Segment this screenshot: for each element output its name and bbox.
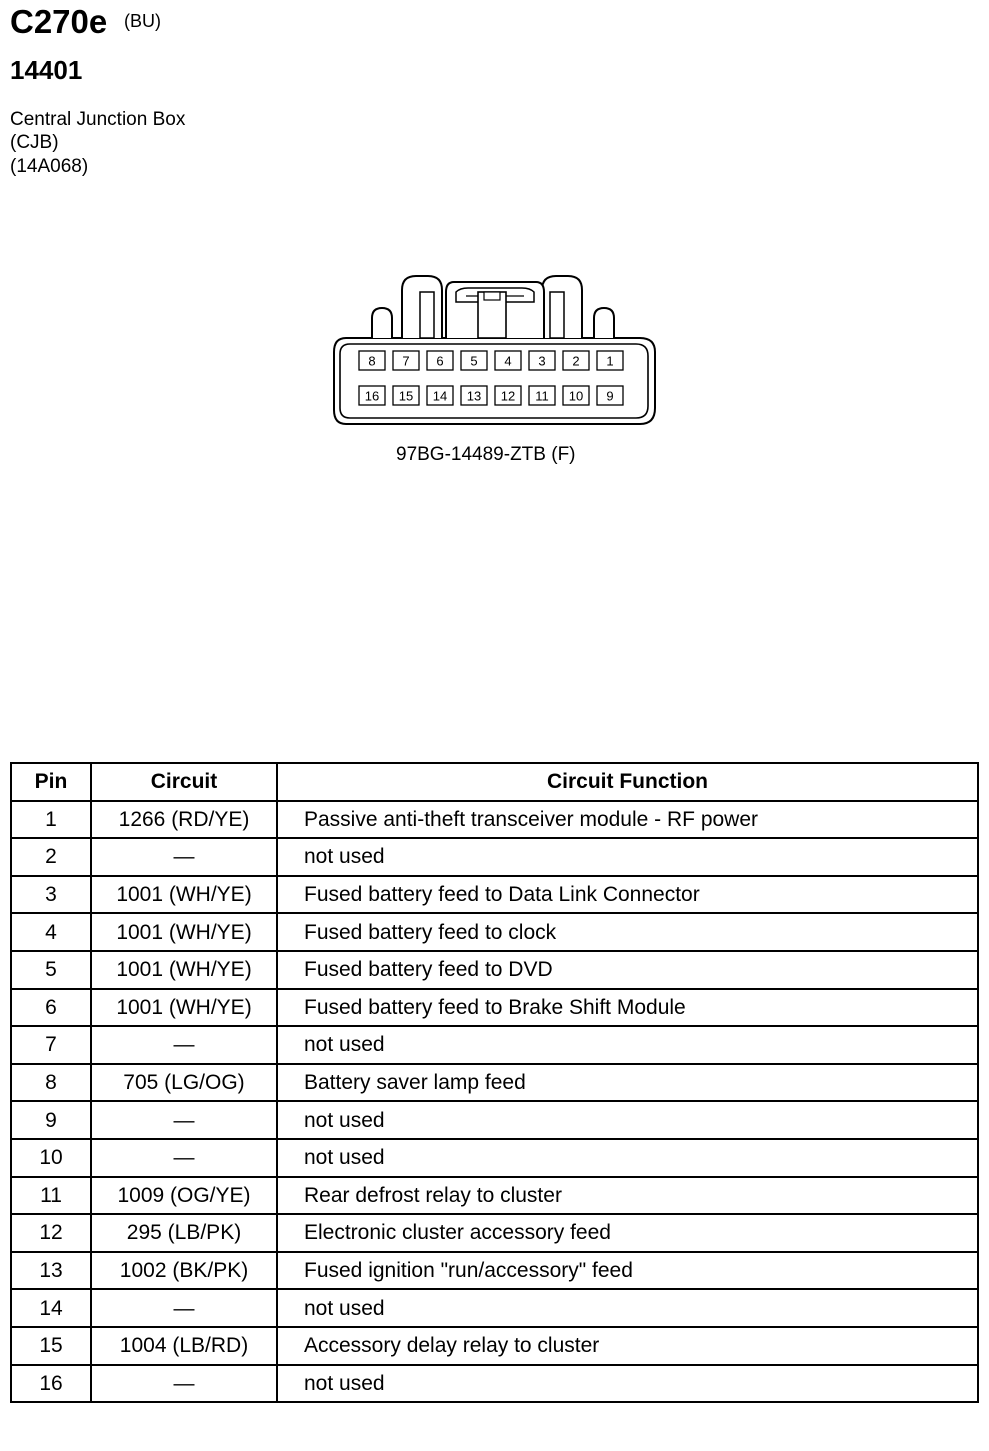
cell-pin: 12 [11,1214,91,1252]
table-row [11,1139,978,1177]
cell-circuit: 295 (LB/PK) [91,1214,277,1252]
cell-circuit: — [91,1026,277,1064]
latch-lock-cap [484,292,500,300]
post-left-slot [420,292,434,338]
pin-number-label: 1 [606,353,614,369]
cell-pin: 13 [11,1252,91,1290]
header-circuit: Circuit [91,763,277,801]
table-row [11,1177,978,1215]
cell-function: not used [277,1139,978,1177]
pin-number-label: 13 [466,388,482,404]
table-row [11,1289,978,1327]
cell-pin: 16 [11,1365,91,1403]
pin-number-label: 7 [402,353,410,369]
header-pin: Pin [11,763,91,801]
table-header-row [11,763,978,801]
cell-circuit: — [91,1289,277,1327]
cell-circuit: 1001 (WH/YE) [91,876,277,914]
cell-pin: 15 [11,1327,91,1365]
table-row [11,1327,978,1365]
description-line: (CJB) [10,132,59,153]
pin-number-label: 10 [568,388,584,404]
table-row [11,1252,978,1290]
cell-function: not used [277,1026,978,1064]
cell-function: Fused battery feed to DVD [277,951,978,989]
cell-function: not used [277,1365,978,1403]
cell-circuit: 705 (LG/OG) [91,1064,277,1102]
table-row [11,838,978,876]
cell-pin: 7 [11,1026,91,1064]
cell-circuit: 1001 (WH/YE) [91,951,277,989]
pin-number-label: 4 [504,353,512,369]
pin-number-label: 5 [470,353,478,369]
table-row [11,1365,978,1403]
description-line: Central Junction Box [10,109,186,130]
pinout-table [10,762,979,1403]
cell-pin: 6 [11,989,91,1027]
pin-number-label: 11 [535,388,549,404]
table-row [11,1214,978,1252]
pin-number-label: 15 [398,388,414,404]
connector-id: C270e [10,3,108,40]
pin-number-label: 2 [572,353,580,369]
pin-number-label: 14 [432,388,448,404]
table-row [11,913,978,951]
pin-number-label: 16 [364,388,380,404]
cell-function: Fused battery feed to clock [277,913,978,951]
table-row [11,951,978,989]
cell-circuit: — [91,838,277,876]
table-row [11,1101,978,1139]
table-row [11,1064,978,1102]
cell-pin: 2 [11,838,91,876]
pin-number-label: 8 [368,353,376,369]
table-row [11,801,978,839]
post-right-slot [550,292,564,338]
cell-function: not used [277,1101,978,1139]
cell-pin: 8 [11,1064,91,1102]
cell-circuit: — [91,1101,277,1139]
cell-pin: 3 [11,876,91,914]
connector-face-diagram [0,0,989,480]
description-line: (14A068) [10,156,89,177]
cell-function: Accessory delay relay to cluster [277,1327,978,1365]
cell-circuit: 1004 (LB/RD) [91,1327,277,1365]
cell-function: Battery saver lamp feed [277,1064,978,1102]
cell-pin: 10 [11,1139,91,1177]
cell-circuit: — [91,1365,277,1403]
cell-function: not used [277,838,978,876]
part-number: 14401 [10,55,83,85]
pin-number-label: 3 [538,353,546,369]
cell-function: Fused battery feed to Data Link Connector [277,876,978,914]
cell-circuit: 1009 (OG/YE) [91,1177,277,1215]
cell-circuit: 1001 (WH/YE) [91,989,277,1027]
cell-circuit: 1002 (BK/PK) [91,1252,277,1290]
cell-function: Fused battery feed to Brake Shift Module [277,989,978,1027]
cell-function: Passive anti-theft transceiver module - RF power [277,801,978,839]
side-tab-left [372,308,392,338]
header-circuit-function: Circuit Function [277,763,978,801]
cell-circuit: — [91,1139,277,1177]
cell-pin: 9 [11,1101,91,1139]
side-tab-right [594,308,614,338]
table-row [11,1026,978,1064]
cell-circuit: 1001 (WH/YE) [91,913,277,951]
table-row [11,876,978,914]
connector-part-number: 97BG-14489-ZTB (F) [396,444,576,465]
cell-pin: 11 [11,1177,91,1215]
pin-number-label: 6 [436,353,444,369]
cell-function: not used [277,1289,978,1327]
cell-function: Fused ignition "run/accessory" feed [277,1252,978,1290]
cell-pin: 5 [11,951,91,989]
connector-color: (BU) [124,11,161,31]
table-row [11,989,978,1027]
pin-number-label: 9 [606,388,614,404]
cell-pin: 14 [11,1289,91,1327]
cell-pin: 1 [11,801,91,839]
cell-circuit: 1266 (RD/YE) [91,801,277,839]
cell-function: Electronic cluster accessory feed [277,1214,978,1252]
cell-function: Rear defrost relay to cluster [277,1177,978,1215]
pin-number-label: 12 [500,388,516,404]
cell-pin: 4 [11,913,91,951]
